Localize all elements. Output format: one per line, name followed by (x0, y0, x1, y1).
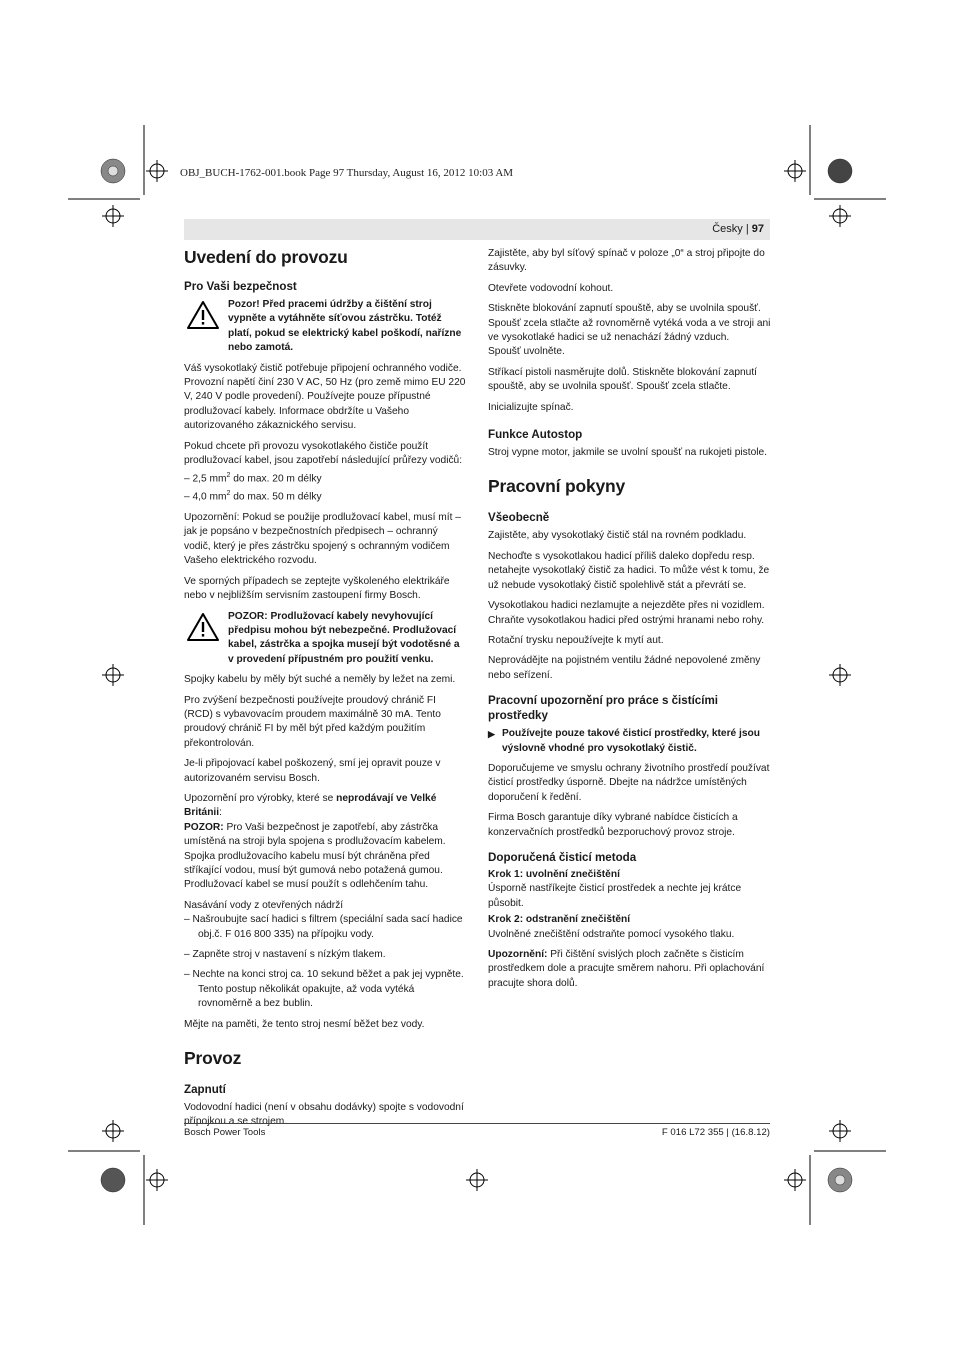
warning-text: Pozor! Před pracemi údržby a čištění stroj vypněte a vytáhněte síťovou zástrčku. Totéž platí, pokud se elektrický kabel poškodí, nařízne nebo zamotá. (228, 299, 462, 354)
warning-triangle-icon (186, 300, 220, 330)
page-label: Česky | 97 (712, 223, 764, 235)
subheading: Pracovní upozornění pro práce s čistícími prostředky (488, 694, 719, 723)
cable-item: – 2,5 $mm^2$ do max. 20 m délky (184, 472, 322, 485)
page-footer (184, 1123, 770, 1138)
paragraph: Zajistěte, aby byl síťový spínač v poloze „0“ a stroj připojte do zásuvky. (488, 248, 765, 274)
paragraph: Uvolněné znečištění odstraňte pomocí vysokého tlaku. (488, 928, 735, 940)
paragraph: Upozornění: Pokud se použije prodlužovací kabel, musí mít – jak je popsáno v bezpečnostních předpisech – ochranný vodič, který je přes zástrčku spojený s ochranným vodičem Vašeho elektrického rozvodu. (184, 512, 461, 567)
paragraph: Váš vysokotlaký čistič potřebuje připojení ochranného vodiče. Provozní napětí činí 230 V AC, 50 Hz (pro země mimo EU 220 V, 240 V podle provedení). Používejte pouze přípustné prodlužovací kabely. Informace obdržíte u Vašeho autorizovaného zákaznického servisu. (184, 362, 466, 432)
paragraph: Otevřete vodovodní kohout. (488, 282, 614, 294)
subheading: Doporučená čisticí metoda (488, 850, 637, 864)
language-label: Česky (712, 223, 743, 235)
list-item: – Zapněte stroj v nastavení s nízkým tlakem. (184, 949, 386, 961)
arrow-right-icon: ▶ (488, 729, 495, 740)
paragraph: Pro zvýšení bezpečnosti používejte proudový chránič FI (RCD) s vybavovacím proudem maximálně 30 mA. Tento proudový chránič FI by měl být před každým použitím překontrolován. (184, 694, 441, 749)
section-heading: Pracovní pokyny (488, 476, 626, 497)
paragraph: Rotační trysku nepoužívejte k mytí aut. (488, 634, 664, 646)
warning-box (184, 298, 467, 356)
paragraph: Mějte na paměti, že tento stroj nesmí běžet bez vody. (184, 1018, 425, 1030)
paragraph: Upozornění: Při čištění svislých ploch začněte s čisticím prostředkem dole a pracujte směrem nahoru. Při oplachování pracujte shora dolů. (488, 949, 765, 989)
page-number: 97 (751, 223, 764, 235)
subheading: Pro Vaši bezpečnost (184, 280, 297, 293)
step-label: Krok 1: uvolnění znečištění (488, 868, 620, 880)
paragraph: Spojky kabelu by měly být suché a neměly by ležet na zemi. (184, 674, 456, 686)
page-header (184, 219, 770, 240)
warning-triangle-icon (186, 612, 220, 642)
paragraph: Firma Bosch garantuje díky vybrané nabídce čisticích a konzervačních prostředků bezporuchový provoz stroje. (488, 812, 738, 838)
paragraph: Vysokotlakou hadici nezlamujte a nejezděte přes ni vozidlem. Chraňte vysokotlakou hadici před ostrými hranami nebo rohy. (488, 600, 765, 626)
warning-box (184, 610, 467, 668)
paragraph: Je-li připojovací kabel poškozený, smí jej opravit pouze v autorizovaném servisu Bosch. (184, 758, 441, 784)
subheading: Všeobecně (488, 511, 550, 525)
print-line: OBJ_BUCH-1762-001.book Page 97 Thursday, August 16, 2012 10:03 AM (180, 167, 514, 179)
paragraph: Úsporně nastříkejte čisticí prostředek a nechte jej krátce působit. (488, 883, 742, 909)
paragraph: Zajistěte, aby vysokotlaký čistič stál na rovném podkladu. (488, 530, 747, 542)
list-item: – Nechte na konci stroj ca. 10 sekund běžet a pak jej vypněte. Tento postup několikát opakujte, až voda vytéká rovnoměrně a bez bublin. (184, 969, 464, 1010)
footer-left: Bosch Power Tools (184, 1127, 266, 1138)
paragraph: Doporučujeme ve smyslu ochrany životního prostředí používat čisticí prostředky úsporně. Dbejte na nádržce umístěných doporučení k ředění. (488, 762, 770, 803)
section-heading: Uvedení do provozu (184, 247, 348, 267)
bullet-item: ▶ Používejte pouze takové čisticí prostředky, které jsou výslovně vhodné pro vysokotlaký čistič. (488, 728, 760, 754)
footer-right: F 016 L72 355 | (16.8.12) (661, 1127, 770, 1138)
step-label: Krok 2: odstranění znečištění (488, 914, 631, 926)
paragraph: Nasávání vody z otevřených nádrží (184, 899, 344, 911)
subheading: Zapnutí (184, 1083, 226, 1097)
warning-text: POZOR: Prodlužovací kabely nevyhovující předpisu mohou být nebezpečné. Prodlužovací kabel, zástrčka a spojka musejí být vodotěsné a v provedení přípustném pro použití venku. (228, 610, 460, 665)
paragraph: Stiskněte blokování zapnutí spouště, aby se uvolnila spoušť. Spoušť zcela stlačte až rovnoměrně vytéká voda a ve stroji ani ve vysokotlaké hadici se už nenachází žádný vzduch. (488, 303, 771, 344)
paragraph: POZOR: Pro Vaši bezpečnost je zapotřebí, aby zástrčka umístěná na stroji byla spojena s prodlužovacím kabelem. Spojka prodlužovacího kabelu musí být chráněna před stříkající vodou, musí být gumová nebo potažená gumou. Prodlužovací kabel se musí použít s odlehčením tahu. (184, 821, 446, 891)
cable-item: – 4,0 $mm^2$ do max. 50 m délky (184, 490, 322, 503)
paragraph: Pokud chcete při provozu vysokotlakého čističe použít prodlužovací kabel, jsou zapotřebí následující průřezy vodičů: (184, 440, 463, 467)
paragraph: Ve sporných případech se zeptejte vyškoleného elektrikáře nebo v nejbližším servisním zastoupení firmy Bosch. (184, 575, 450, 602)
right-column (488, 247, 771, 997)
subheading: Funkce Autostop (488, 428, 583, 442)
paragraph: Upozornění pro výrobky, které se neprodávají ve Velké Británii: (184, 792, 437, 819)
section-heading: Provoz (184, 1048, 242, 1069)
paragraph: Spoušť uvolněte. (488, 346, 565, 358)
paragraph: Nechoďte s vysokotlakou hadicí příliš daleko dopředu resp. netahejte vysokotlaký čistič za hadici. To může vést k tomu, že už nebude vysokotlaký čistič spolehlivě stát a převrátí se. (488, 550, 770, 591)
paragraph: Stříkací pistoli nasměrujte dolů. Stiskněte blokování zapnutí spouště, aby se uvolnila spoušť. Spoušť zcela stlačte. (488, 366, 757, 393)
list-item: – Našroubujte sací hadici s filtrem (speciální sada sací hadice obj.č. F 016 800 335) na přípojku vody. (184, 914, 463, 940)
paragraph: Inicializujte spínač. (488, 401, 574, 413)
paragraph: Stroj vypne motor, jakmile se uvolní spoušť na rukojeti pistole. (488, 447, 768, 459)
left-column (184, 247, 467, 1136)
paragraph: Vodovodní hadici (není v obsahu dodávky) spojte s vodovodní přípojkou a se strojem. (184, 1102, 464, 1128)
paragraph: Neprovádějte na pojistném ventilu žádné nepovolené změny nebo seřízení. (488, 655, 761, 681)
